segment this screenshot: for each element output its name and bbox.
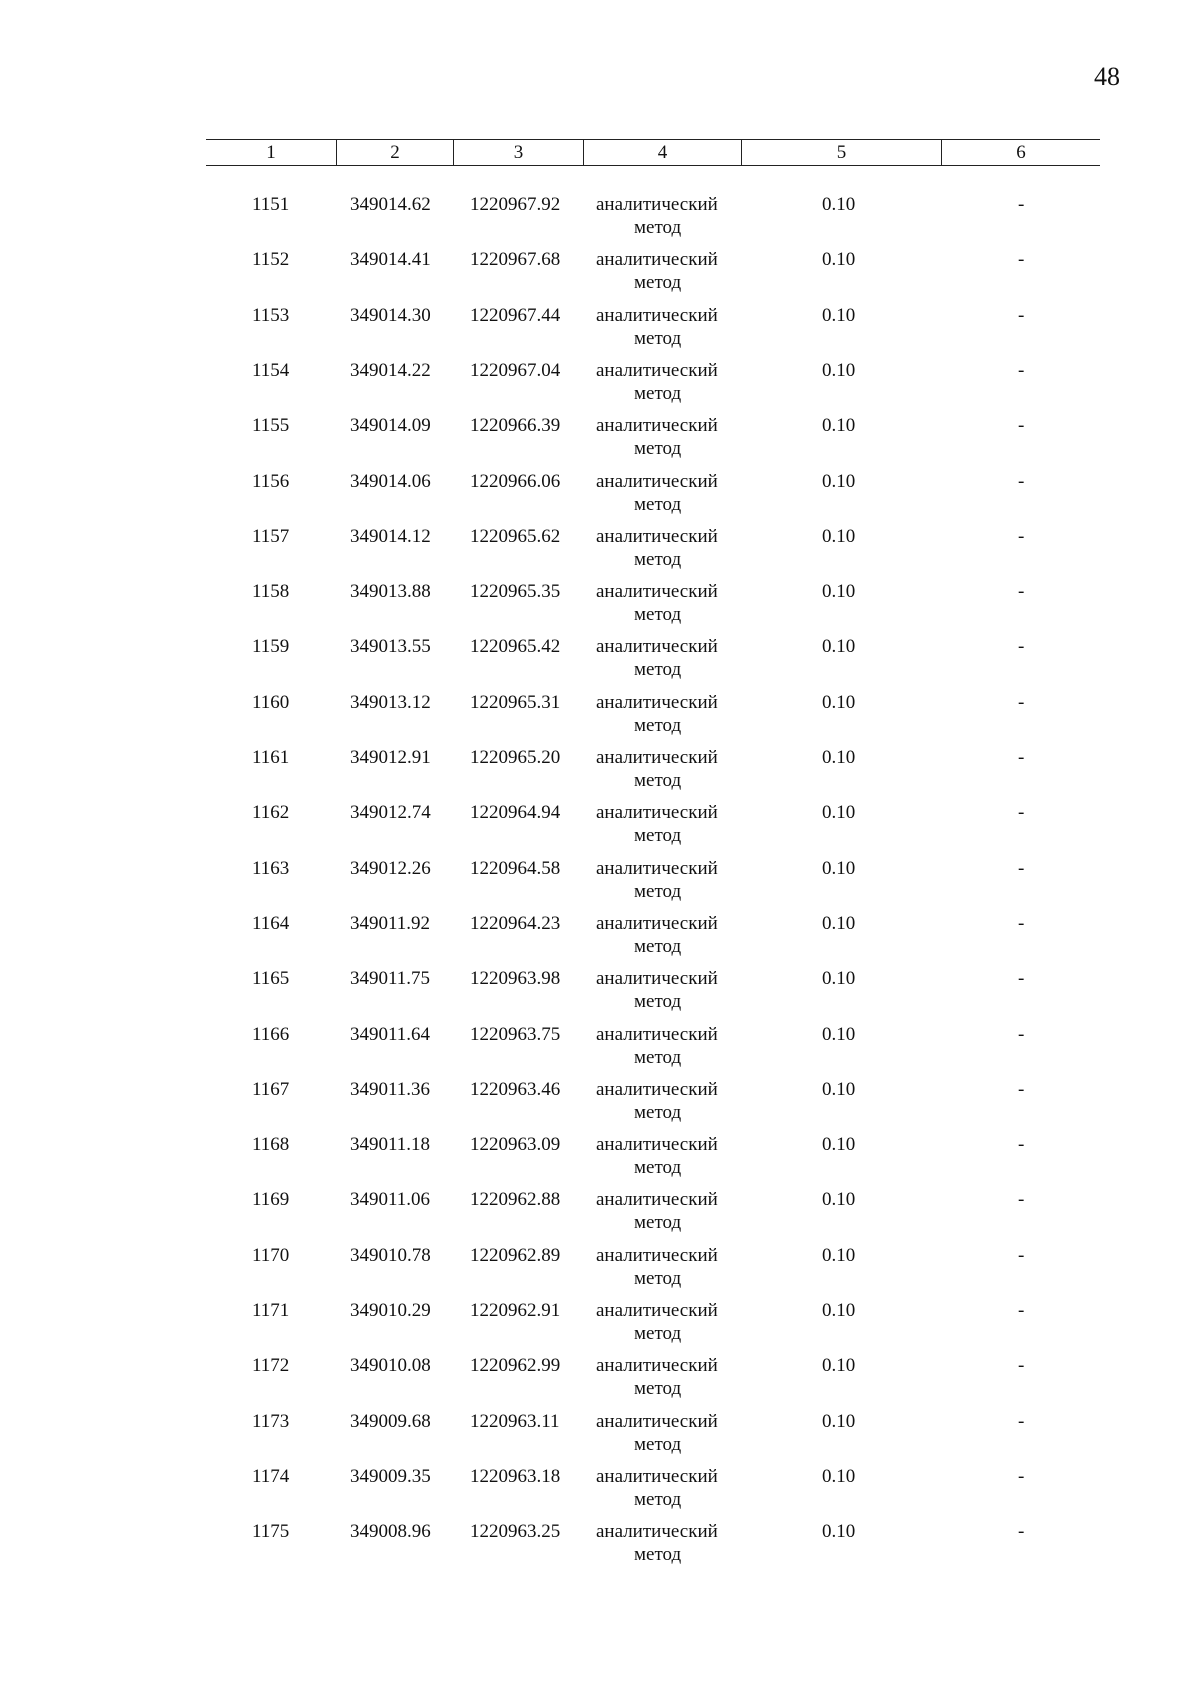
method-line2: метод: [634, 991, 682, 1013]
point-number: 1175: [252, 1521, 290, 1543]
coord-x: 349011.75: [350, 968, 431, 990]
accuracy-value: 0.10: [822, 470, 856, 492]
method-line1: аналитический: [596, 581, 718, 603]
coord-x: 349014.30: [350, 304, 431, 326]
accuracy-value: 0.10: [822, 1023, 856, 1045]
coord-x: 349011.92: [350, 912, 431, 934]
table-row: [206, 1301, 1100, 1351]
method-line1: аналитический: [596, 1355, 718, 1377]
coord-y: 1220965.35: [470, 581, 561, 603]
table-row: [206, 250, 1100, 300]
coord-y: 1220965.42: [470, 636, 561, 658]
note: -: [1018, 1189, 1025, 1211]
method-line1: аналитический: [596, 691, 718, 713]
method-line2: метод: [634, 1488, 682, 1510]
accuracy-value: 0.10: [822, 1355, 856, 1377]
table-row: [206, 1080, 1100, 1130]
method-line2: метод: [634, 714, 682, 736]
method-line2: метод: [634, 825, 682, 847]
coord-y: 1220963.75: [470, 1023, 561, 1045]
point-number: 1172: [252, 1355, 290, 1377]
table-header: [206, 139, 1100, 166]
note: -: [1018, 1134, 1025, 1156]
coord-y: 1220967.04: [470, 359, 561, 381]
table-row: [206, 1246, 1100, 1296]
method-line2: метод: [634, 1212, 682, 1234]
method-line2: метод: [634, 217, 682, 238]
coord-y: 1220962.88: [470, 1189, 561, 1211]
coord-x: 349014.22: [350, 359, 431, 381]
point-number: 1163: [252, 857, 290, 879]
accuracy-value: 0.10: [822, 802, 856, 824]
note: -: [1018, 581, 1025, 603]
table-row: [206, 582, 1100, 632]
coord-x: 349013.12: [350, 691, 431, 713]
method-line1: аналитический: [596, 1300, 718, 1321]
accuracy-value: 0.10: [822, 304, 856, 326]
method-line2: метод: [634, 1323, 682, 1344]
coord-x: 349013.88: [350, 581, 431, 603]
coord-y: 1220963.46: [470, 1078, 561, 1100]
header-cell-4: 4: [583, 140, 741, 165]
note: -: [1018, 747, 1025, 768]
note: -: [1018, 304, 1025, 326]
method-line1: аналитический: [596, 912, 718, 934]
coord-y: 1220964.94: [470, 802, 561, 824]
accuracy-value: 0.10: [822, 857, 856, 879]
coord-y: 1220962.91: [470, 1300, 561, 1321]
accuracy-value: 0.10: [822, 747, 856, 768]
table-row: [206, 803, 1100, 853]
coord-y: 1220962.99: [470, 1355, 561, 1377]
table-row: [206, 1135, 1100, 1185]
coord-y: 1220964.23: [470, 912, 561, 934]
coord-x: 349014.06: [350, 470, 431, 492]
note: -: [1018, 415, 1025, 437]
coord-x: 349009.35: [350, 1465, 431, 1487]
point-number: 1165: [252, 968, 290, 990]
note: -: [1018, 1465, 1025, 1487]
table-row: [206, 1356, 1100, 1406]
accuracy-value: 0.10: [822, 1521, 856, 1543]
coord-y: 1220967.44: [470, 304, 561, 326]
accuracy-value: 0.10: [822, 1300, 856, 1321]
point-number: 1162: [252, 802, 290, 824]
coord-x: 349012.91: [350, 747, 431, 768]
accuracy-value: 0.10: [822, 525, 856, 547]
accuracy-value: 0.10: [822, 1134, 856, 1156]
method-line1: аналитический: [596, 802, 718, 824]
point-number: 1154: [252, 359, 290, 381]
point-number: 1169: [252, 1189, 290, 1211]
point-number: 1155: [252, 415, 290, 437]
table-row: [206, 195, 1100, 245]
point-number: 1170: [252, 1244, 290, 1266]
method-line2: метод: [634, 327, 682, 349]
point-number: 1159: [252, 636, 290, 658]
coord-x: 349011.18: [350, 1134, 431, 1156]
coord-y: 1220965.62: [470, 525, 561, 547]
coord-x: 349014.12: [350, 525, 431, 547]
accuracy-value: 0.10: [822, 1078, 856, 1100]
note: -: [1018, 1521, 1025, 1543]
coord-y: 1220967.68: [470, 249, 561, 271]
method-line2: метод: [634, 1157, 682, 1179]
coord-x: 349011.64: [350, 1023, 431, 1045]
point-number: 1158: [252, 581, 290, 603]
table-row: [206, 859, 1100, 909]
table-row: [206, 748, 1100, 798]
coord-y: 1220963.09: [470, 1134, 561, 1156]
method-line1: аналитический: [596, 968, 718, 990]
table-row: [206, 1190, 1100, 1240]
coord-x: 349011.36: [350, 1078, 431, 1100]
coord-y: 1220967.92: [470, 194, 561, 215]
method-line1: аналитический: [596, 857, 718, 879]
accuracy-value: 0.10: [822, 968, 856, 990]
method-line2: метод: [634, 493, 682, 515]
note: -: [1018, 194, 1025, 215]
method-line1: аналитический: [596, 1244, 718, 1266]
method-line1: аналитический: [596, 1410, 718, 1432]
method-line2: метод: [634, 935, 682, 957]
method-line2: метод: [634, 604, 682, 626]
point-number: 1171: [252, 1300, 290, 1321]
method-line1: аналитический: [596, 1078, 718, 1100]
point-number: 1166: [252, 1023, 290, 1045]
coord-y: 1220963.98: [470, 968, 561, 990]
method-line2: метод: [634, 770, 682, 791]
note: -: [1018, 249, 1025, 271]
method-line2: метод: [634, 438, 682, 460]
page-number: 48: [1094, 62, 1120, 91]
coord-x: 349012.26: [350, 857, 431, 879]
method-line1: аналитический: [596, 747, 718, 768]
accuracy-value: 0.10: [822, 249, 856, 271]
method-line1: аналитический: [596, 415, 718, 437]
coord-x: 349010.78: [350, 1244, 431, 1266]
method-line2: метод: [634, 880, 682, 902]
table-row: [206, 361, 1100, 411]
table-row: [206, 527, 1100, 577]
coord-x: 349009.68: [350, 1410, 431, 1432]
method-line1: аналитический: [596, 1465, 718, 1487]
method-line1: аналитический: [596, 1023, 718, 1045]
point-number: 1167: [252, 1078, 290, 1100]
point-number: 1157: [252, 525, 290, 547]
coord-x: 349010.29: [350, 1300, 431, 1321]
method-line2: метод: [634, 272, 682, 294]
note: -: [1018, 1023, 1025, 1045]
coord-y: 1220963.11: [470, 1410, 560, 1432]
coord-x: 349014.41: [350, 249, 431, 271]
point-number: 1164: [252, 912, 290, 934]
note: -: [1018, 525, 1025, 547]
method-line2: метод: [634, 1544, 682, 1566]
point-number: 1152: [252, 249, 290, 271]
accuracy-value: 0.10: [822, 581, 856, 603]
coord-x: 349008.96: [350, 1521, 431, 1543]
coord-y: 1220963.18: [470, 1465, 561, 1487]
note: -: [1018, 691, 1025, 713]
note: -: [1018, 912, 1025, 934]
method-line1: аналитический: [596, 1134, 718, 1156]
note: -: [1018, 470, 1025, 492]
note: -: [1018, 1355, 1025, 1377]
method-line1: аналитический: [596, 470, 718, 492]
point-number: 1156: [252, 470, 290, 492]
accuracy-value: 0.10: [822, 1244, 856, 1266]
note: -: [1018, 359, 1025, 381]
point-number: 1160: [252, 691, 290, 713]
coord-y: 1220964.58: [470, 857, 561, 879]
header-cell-6: 6: [941, 140, 1100, 165]
coord-x: 349011.06: [350, 1189, 431, 1211]
accuracy-value: 0.10: [822, 636, 856, 658]
accuracy-value: 0.10: [822, 415, 856, 437]
coord-x: 349014.09: [350, 415, 431, 437]
header-cell-5: 5: [741, 140, 941, 165]
method-line1: аналитический: [596, 636, 718, 658]
accuracy-value: 0.10: [822, 912, 856, 934]
accuracy-value: 0.10: [822, 359, 856, 381]
method-line2: метод: [634, 659, 682, 681]
method-line1: аналитический: [596, 359, 718, 381]
note: -: [1018, 1300, 1025, 1321]
method-line1: аналитический: [596, 525, 718, 547]
point-number: 1173: [252, 1410, 290, 1432]
point-number: 1151: [252, 194, 290, 215]
note: -: [1018, 968, 1025, 990]
accuracy-value: 0.10: [822, 194, 856, 215]
table-row: [206, 693, 1100, 743]
note: -: [1018, 636, 1025, 658]
header-cell-2: 2: [336, 140, 453, 165]
coord-y: 1220962.89: [470, 1244, 561, 1266]
table-row: [206, 637, 1100, 687]
table-row: [206, 306, 1100, 356]
coord-x: 349014.62: [350, 194, 431, 215]
method-line1: аналитический: [596, 1521, 718, 1543]
method-line2: метод: [634, 382, 682, 404]
table-row: [206, 472, 1100, 522]
point-number: 1168: [252, 1134, 290, 1156]
method-line2: метод: [634, 1046, 682, 1068]
coord-y: 1220966.39: [470, 415, 561, 437]
table-row: [206, 1467, 1100, 1517]
coord-x: 349013.55: [350, 636, 431, 658]
table-row: [206, 1412, 1100, 1462]
table-row: [206, 416, 1100, 466]
method-line1: аналитический: [596, 249, 718, 271]
point-number: 1161: [252, 747, 290, 768]
note: -: [1018, 802, 1025, 824]
coord-y: 1220966.06: [470, 470, 561, 492]
point-number: 1174: [252, 1465, 290, 1487]
header-cell-3: 3: [453, 140, 583, 165]
method-line2: метод: [634, 548, 682, 570]
coord-x: 349012.74: [350, 802, 431, 824]
coord-y: 1220965.20: [470, 747, 561, 768]
table-row: [206, 1025, 1100, 1075]
method-line2: метод: [634, 1378, 682, 1400]
method-line1: аналитический: [596, 194, 718, 215]
table-row: [206, 1522, 1100, 1572]
coord-y: 1220963.25: [470, 1521, 561, 1543]
method-line2: метод: [634, 1267, 682, 1289]
method-line1: аналитический: [596, 304, 718, 326]
method-line2: метод: [634, 1433, 682, 1455]
note: -: [1018, 857, 1025, 879]
accuracy-value: 0.10: [822, 691, 856, 713]
coord-y: 1220965.31: [470, 691, 561, 713]
header-cell-1: 1: [266, 141, 276, 163]
table-row: [206, 914, 1100, 964]
method-line2: метод: [634, 1101, 682, 1123]
note: -: [1018, 1244, 1025, 1266]
coord-x: 349010.08: [350, 1355, 431, 1377]
note: -: [1018, 1410, 1025, 1432]
point-number: 1153: [252, 304, 290, 326]
accuracy-value: 0.10: [822, 1410, 856, 1432]
table-row: [206, 969, 1100, 1019]
note: -: [1018, 1078, 1025, 1100]
method-line1: аналитический: [596, 1189, 718, 1211]
accuracy-value: 0.10: [822, 1189, 856, 1211]
accuracy-value: 0.10: [822, 1465, 856, 1487]
